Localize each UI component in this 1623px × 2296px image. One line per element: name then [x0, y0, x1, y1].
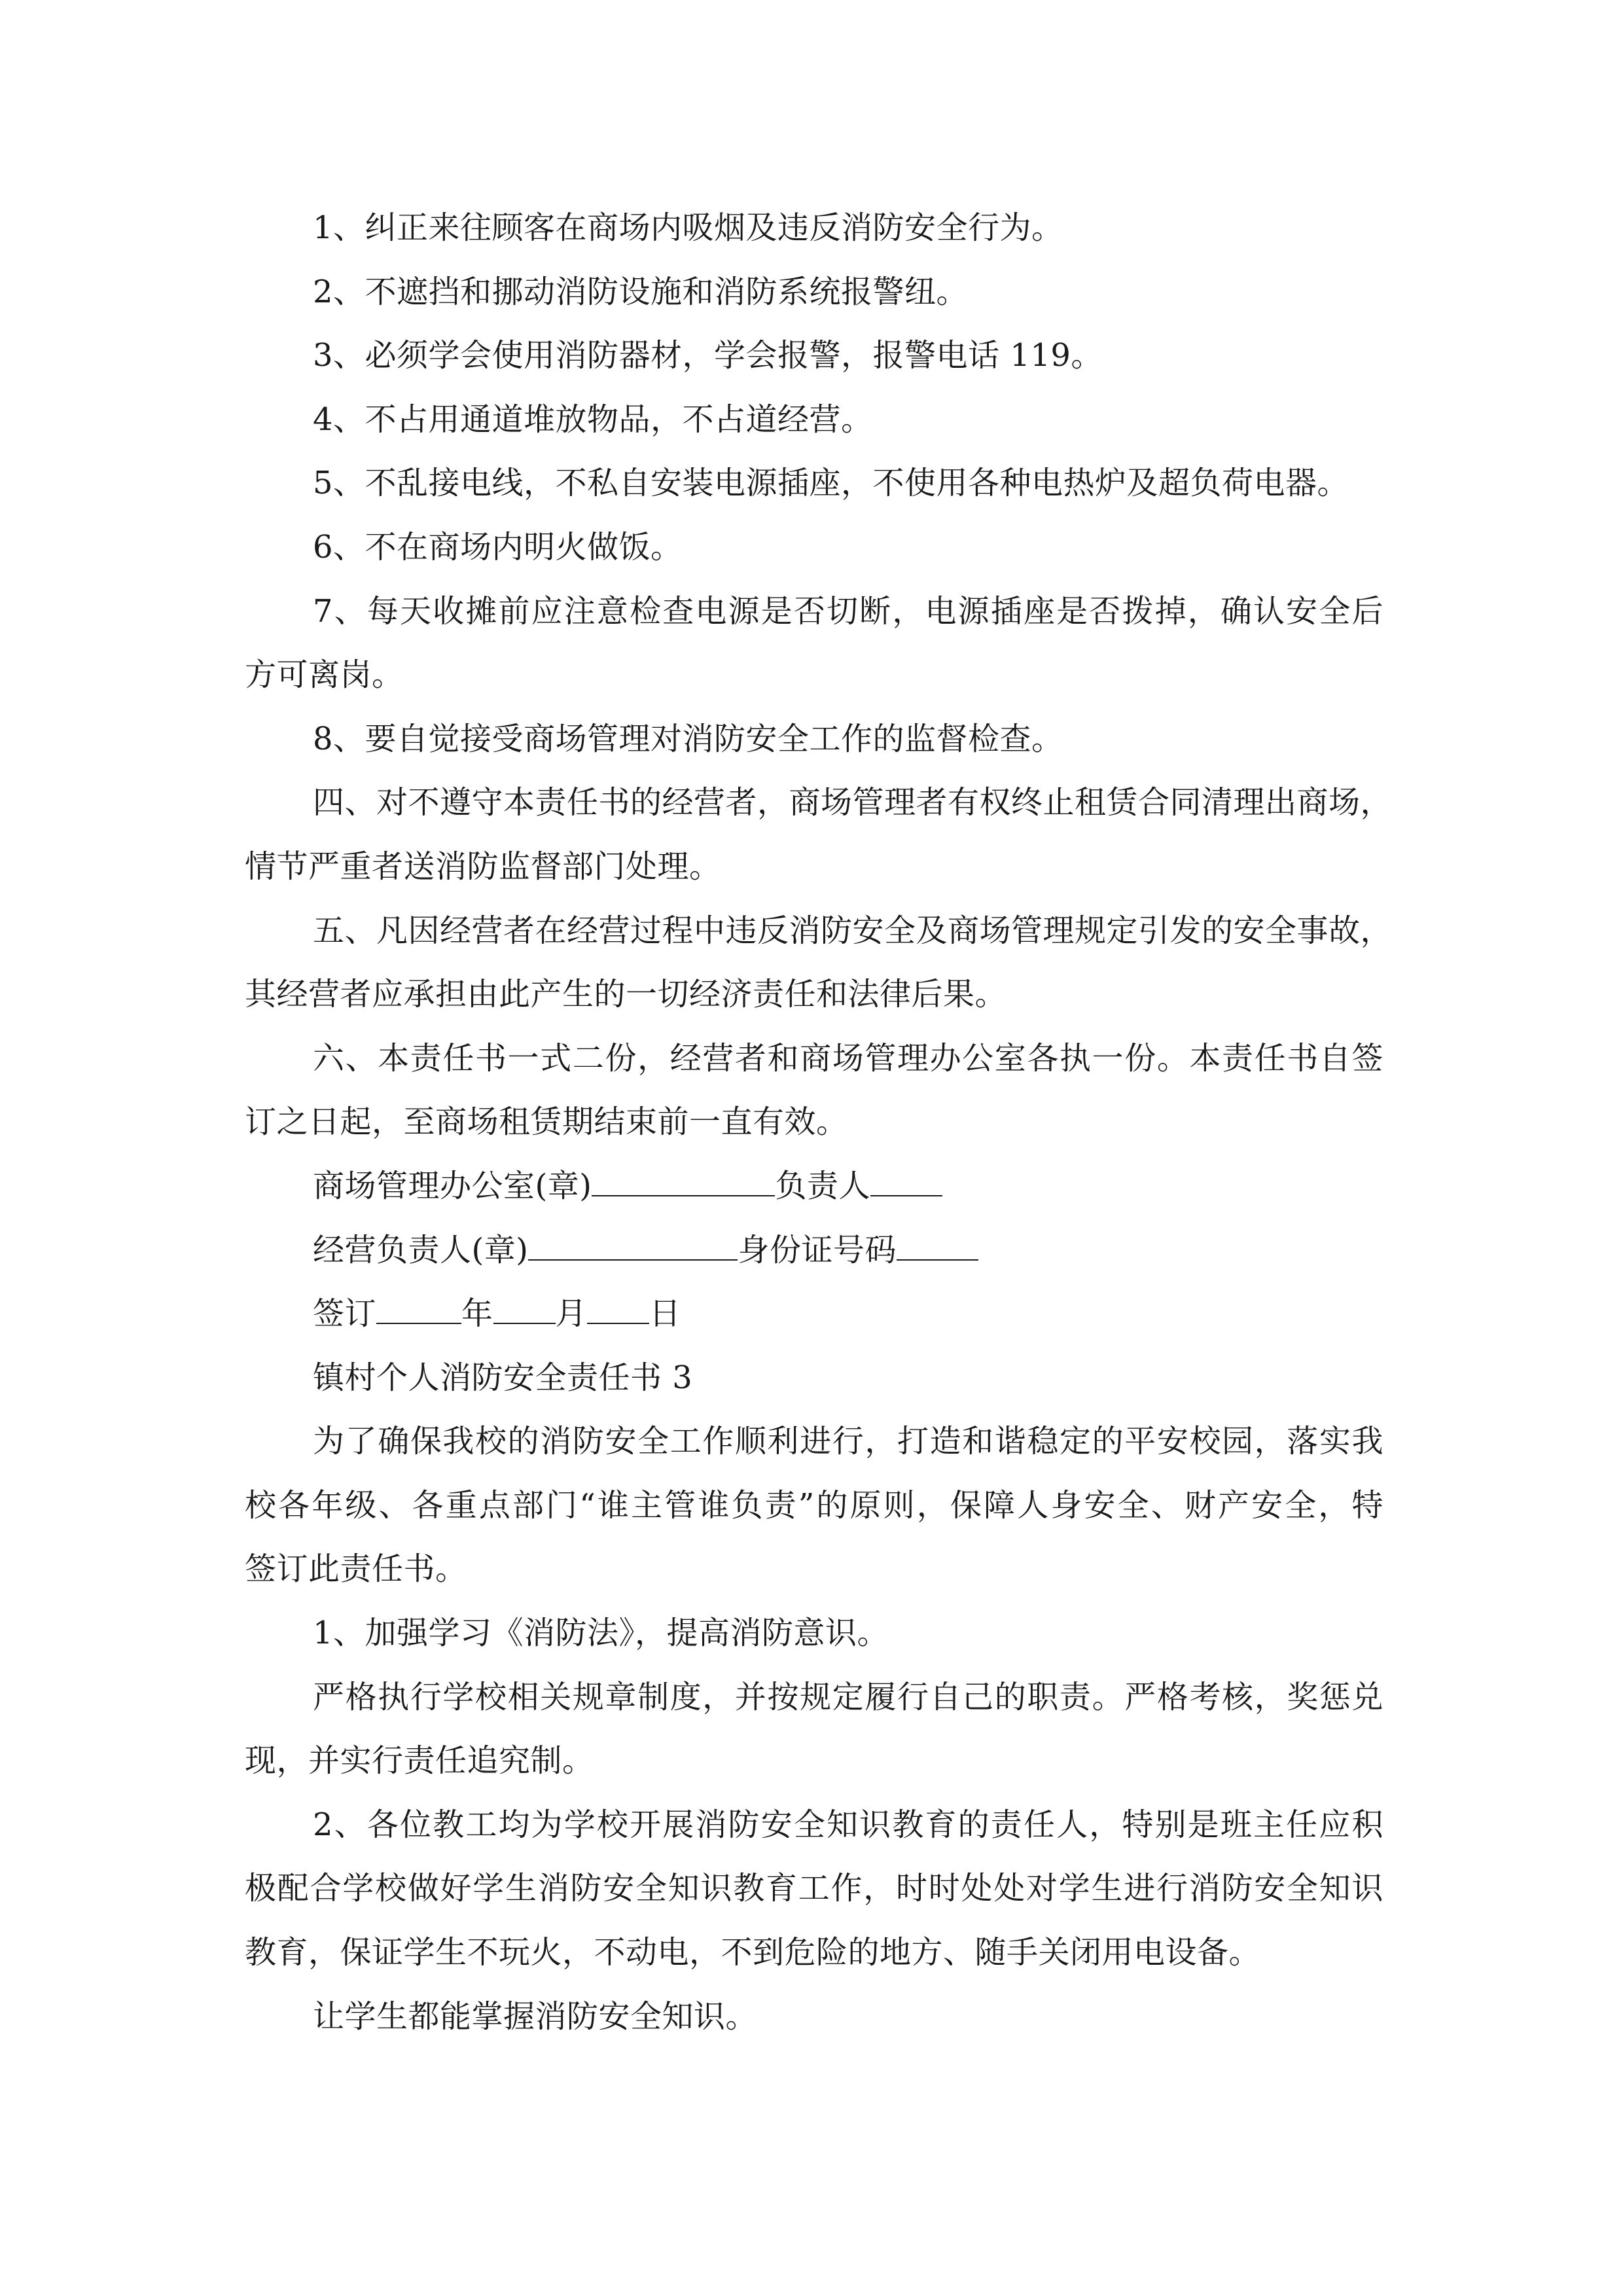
year-label: 年: [461, 1295, 493, 1333]
month-blank: [493, 1297, 556, 1324]
paragraph: [245, 1793, 1383, 1985]
paragraph: [245, 708, 1383, 772]
paragraph: [245, 1027, 1383, 1155]
paragraph: [245, 388, 1383, 452]
paragraph-line: 8、要自觉接受商场管理对消防安全工作的监督检查。: [313, 720, 1063, 757]
month-label: 月: [555, 1295, 588, 1333]
paragraph-line: 3、必须学会使用消防器材，学会报警，报警电话 119。: [313, 337, 1103, 374]
paragraph-line: 校各年级、各重点部门“谁主管谁负责”的原则，保障人身安全、财产安全，特: [245, 1486, 1383, 1524]
day-label: 日: [649, 1295, 681, 1333]
signature-operator-line: [245, 1219, 1383, 1283]
paragraph-line: 为了确保我校的消防安全工作顺利进行，打造和谐稳定的平安校园，落实我: [313, 1423, 1383, 1460]
paragraph-line: 订之日起，至商场租赁期结束前一直有效。: [245, 1103, 848, 1141]
paragraph-line: 让学生都能掌握消防安全知识。: [313, 1998, 758, 2035]
paragraph-line: 签订此责任书。: [245, 1551, 467, 1588]
paragraph-line: 7、每天收摊前应注意检查电源是否切断，电源插座是否拨掉，确认安全后: [313, 592, 1383, 630]
id-number-blank: [897, 1233, 978, 1261]
paragraph: [245, 580, 1383, 708]
signature-office-line: [245, 1155, 1383, 1219]
paragraph-line: 其经营者应承担由此产生的一切经济责任和法律后果。: [245, 976, 1007, 1013]
paragraph: [245, 771, 1393, 899]
paragraph: [245, 1666, 1383, 1793]
paragraph-line: 极配合学校做好学生消防安全知识教育工作，时时处处对学生进行消防安全知识: [245, 1870, 1383, 1907]
paragraph-line: 2、各位教工均为学校开展消防安全知识教育的责任人，特别是班主任应积: [313, 1806, 1383, 1843]
id-number-label: 身份证号码: [738, 1231, 897, 1268]
paragraph: [245, 899, 1393, 1027]
paragraph-line: 5、不乱接电线，不私自安装电源插座，不使用各种电热炉及超负荷电器。: [313, 465, 1349, 502]
office-seal-label: 商场管理办公室(章): [313, 1167, 592, 1204]
paragraph-line: 4、不占用通道堆放物品，不占道经营。: [313, 401, 873, 438]
paragraph-line: 情节严重者送消防监督部门处理。: [245, 848, 721, 885]
office-seal-blank: [592, 1169, 775, 1196]
operator-seal-label: 经营负责人(章): [313, 1231, 529, 1268]
paragraph: [245, 1602, 1383, 1666]
office-person-blank: [870, 1169, 942, 1196]
school-fire-safety-section: [245, 1410, 1383, 2049]
sign-date-label: 签订: [313, 1295, 377, 1333]
year-blank: [376, 1297, 461, 1324]
responsibility-items: [245, 196, 1393, 1155]
paragraph-line: 6、不在商场内明火做饭。: [313, 528, 683, 565]
paragraph-line: 现，并实行责任追究制。: [245, 1742, 594, 1780]
office-person-label: 负责人: [775, 1167, 870, 1204]
paragraph-line: 五、凡因经营者在经营过程中违反消防安全及商场管理规定引发的安全事故，: [313, 912, 1393, 949]
paragraph-line: 严格执行学校相关规章制度，并按规定履行自己的职责。严格考核，奖惩兑: [313, 1678, 1383, 1715]
paragraph: [245, 324, 1383, 388]
paragraph: [245, 260, 1383, 325]
day-blank: [587, 1297, 649, 1324]
document-page: [245, 196, 1393, 2049]
paragraph-line: 方可离岗。: [245, 656, 404, 694]
section-title: 镇村个人消防安全责任书 3: [313, 1359, 693, 1396]
paragraph-line: 2、不遮挡和挪动消防设施和消防系统报警纽。: [313, 273, 969, 310]
paragraph: [245, 1410, 1383, 1602]
paragraph-line: 六、本责任书一式二份，经营者和商场管理办公室各执一份。本责任书自签: [313, 1039, 1383, 1077]
paragraph-line: 教育，保证学生不玩火，不动电，不到危险的地方、随手关闭用电设备。: [245, 1934, 1261, 1971]
paragraph: [245, 516, 1383, 580]
paragraph-line: 四、对不遵守本责任书的经营者，商场管理者有权终止租赁合同清理出商场，: [313, 784, 1393, 821]
paragraph: [245, 196, 1383, 260]
paragraph: [245, 1985, 1383, 2049]
operator-seal-blank: [528, 1233, 738, 1261]
paragraph: [245, 452, 1383, 516]
signature-date-line: [245, 1282, 1383, 1346]
paragraph-line: 1、纠正来往顾客在商场内吸烟及违反消防安全行为。: [313, 209, 1063, 246]
paragraph-line: 1、加强学习《消防法》，提高消防意识。: [313, 1615, 889, 1652]
